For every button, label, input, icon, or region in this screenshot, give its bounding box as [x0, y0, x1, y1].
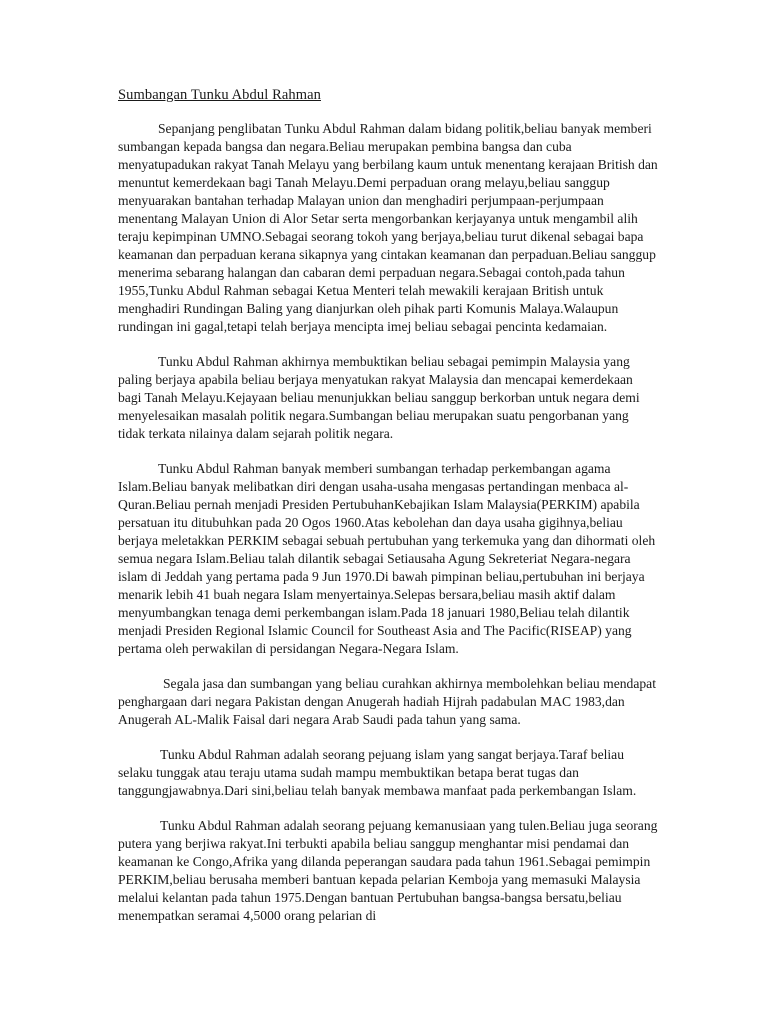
- paragraph-5: Tunku Abdul Rahman adalah seorang pejuang islam yang sangat berjaya.Taraf beliau selaku tunggak atau teraju utama sudah mampu membuktikan betapa berat tugas dan tanggungjawabnya.Dari sini,beliau telah banyak membawa manfaat pada perkembangan Islam.: [118, 747, 637, 798]
- paragraph-4: Segala jasa dan sumbangan yang beliau curahkan akhirnya membolehkan beliau mendapat penghargaan dari negara Pakistan dengan Anugerah hadiah Hijrah padabulan MAC 1983,dan Anugerah AL-Malik Faisal dari negara Arab Saudi pada tahun yang sama.: [118, 676, 656, 727]
- document-title: Sumbangan Tunku Abdul Rahman: [118, 87, 321, 103]
- document-body: [118, 86, 658, 925]
- paragraph-3: Tunku Abdul Rahman banyak memberi sumbangan terhadap perkembangan agama Islam.Beliau banyak melibatkan diri dengan usaha-usaha mengasas pertandingan menbaca al-Quran.Beliau pernah menjadi Presiden PertubuhanKebajikan Islam Malaysia(PERKIM) apabila persatuan itu ditubuhkan pada 20 Ogos 1960.Atas kebolehan dan daya usaha gigihnya,beliau berjaya meletakkan PERKIM sebagai sebuah pertubuhan yang terkemuka yang dan dihormati oleh semua negara Islam.Beliau talah dilantik sebagai Setiausaha Agung Sekreteriat Negara-negara islam di Jeddah yang pertama pada 9 Jun 1970.Di bawah pimpinan beliau,pertubuhan ini berjaya menarik lebih 41 buah negara Islam menyertainya.Selepas bersara,beliau masih aktif dalam menyumbangkan tenaga demi perkembangan islam.Pada 18 januari 1980,Beliau telah dilantik menjadi Presiden Regional Islamic Council for Southeast Asia and The Pacific(RISEAP) yang pertama oleh perwakilan di persidangan Negara-Negara Islam.: [118, 461, 656, 656]
- paragraph-6: Tunku Abdul Rahman adalah seorang pejuang kemanusiaan yang tulen.Beliau juga seorang putera yang berjiwa rakyat.Ini terbukti apabila beliau sanggup menghantar misi pendamai dan keamanan ke Congo,Afrika yang dilanda peperangan saudara pada tahun 1961.Sebagai pemimpin PERKIM,beliau berusaha memberi bantuan kepada pelarian Kemboja yang memasuki Malaysia melalui kelantan pada tahun 1975.Dengan bantuan Pertubuhan bangsa-bangsa bersatu,beliau menempatkan seramai 4,5000 orang pelarian di: [118, 818, 658, 923]
- paragraph-1: Sepanjang penglibatan Tunku Abdul Rahman dalam bidang politik,beliau banyak memberi sumbangan kepada bangsa dan negara.Beliau merupakan pembina bangsa dan cuba menyatupadukan rakyat Tanah Melayu yang berbilang kaum untuk menentang kerajaan British dan menuntut kemerdekaan bagi Tanah Melayu.Demi perpaduan orang melayu,beliau sanggup menyuarakan bantahan terhadap Malayan union dan menghadiri perjumpaan-perjumpaan menentang Malayan Union di Alor Setar serta mengorbankan kerjayanya untuk mengambil alih teraju kepimpinan UMNO.Sebagai seorang tokoh yang berjaya,beliau turut dikenal sebagai bapa keamanan dan perpaduan kerana sikapnya yang cintakan keamanan dan perpaduan.Beliau sanggup menerima sebarang halangan dan cabaran demi perpaduan negara.Sebagai contoh,pada tahun 1955,Tunku Abdul Rahman sebagai Ketua Menteri telah mewakili kerajaan British untuk menghadiri Rundingan Baling yang dianjurkan oleh pihak parti Komunis Malaya.Walaupun rundingan ini gagal,tetapi telah berjaya mencipta imej beliau sebagai pencinta kedamaian.: [118, 121, 658, 334]
- paragraph-2: Tunku Abdul Rahman akhirnya membuktikan beliau sebagai pemimpin Malaysia yang paling berjaya apabila beliau berjaya menyatukan rakyat Malaysia dan mencapai kemerdekaan bagi Tanah Melayu.Kejayaan beliau menunjukkan beliau sanggup berkorban untuk negara demi menyelesaikan masalah politik negara.Sumbangan beliau merupakan suatu pengorbanan yang tidak terkata nilainya dalam sejarah politik negara.: [118, 354, 640, 441]
